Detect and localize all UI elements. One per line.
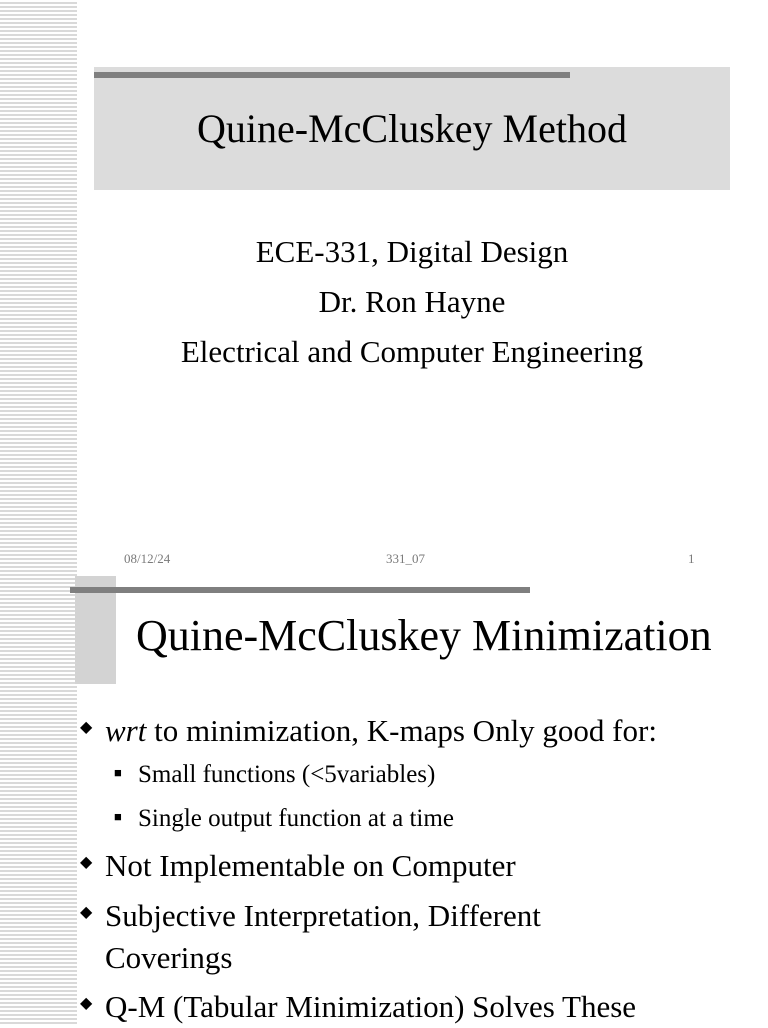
slide2-title: Quine-McCluskey Minimization [136, 611, 712, 660]
slide2-title-rule [70, 587, 530, 593]
bullet-item-not-implementable [80, 845, 740, 887]
slide1-department: Electrical and Computer Engineering [180, 334, 644, 369]
bullet-text: Q-M (Tabular Minimization) Solves These [105, 989, 637, 1024]
footer-page-number: 1 [688, 551, 695, 566]
slide1-author: Dr. Ron Hayne [318, 284, 506, 319]
subbullet-item-single-output [114, 803, 454, 835]
diamond-bullet-icon: ◆ [80, 904, 93, 921]
bullet-item-qm-solves [80, 986, 740, 1028]
diamond-bullet-icon: ◆ [80, 719, 93, 736]
bullet-text-line2: Coverings [105, 940, 233, 975]
decorative-striped-margin [0, 0, 77, 1024]
footer-date: 08/12/24 [124, 551, 171, 566]
bullet-text: Not Implementable on Computer [105, 848, 516, 883]
bullet-text-rest: to minimization, K-maps Only good for: [146, 713, 657, 748]
bullet-emphasis: wrt [105, 713, 147, 748]
subbullet-item-small-functions [114, 759, 435, 791]
subbullet-text: Small functions (<5variables) [138, 761, 436, 788]
footer-code: 331_07 [386, 551, 425, 566]
square-bullet-icon: ■ [114, 809, 122, 824]
slide1-course: ECE-331, Digital Design [255, 234, 569, 269]
bullet-item-kmaps [80, 710, 740, 752]
subbullet-text: Single output function at a time [138, 805, 454, 832]
diamond-bullet-icon: ◆ [80, 854, 93, 871]
bullet-item-subjective [80, 895, 740, 979]
square-bullet-icon: ■ [114, 765, 122, 780]
bullet-text [105, 710, 657, 752]
slide1-title-rule [94, 72, 570, 78]
slide1-title: Quine-McCluskey Method [197, 106, 627, 151]
bullet-text-line1: Subjective Interpretation, Different [105, 898, 541, 933]
bullet-text [105, 895, 541, 979]
diamond-bullet-icon: ◆ [80, 995, 93, 1012]
